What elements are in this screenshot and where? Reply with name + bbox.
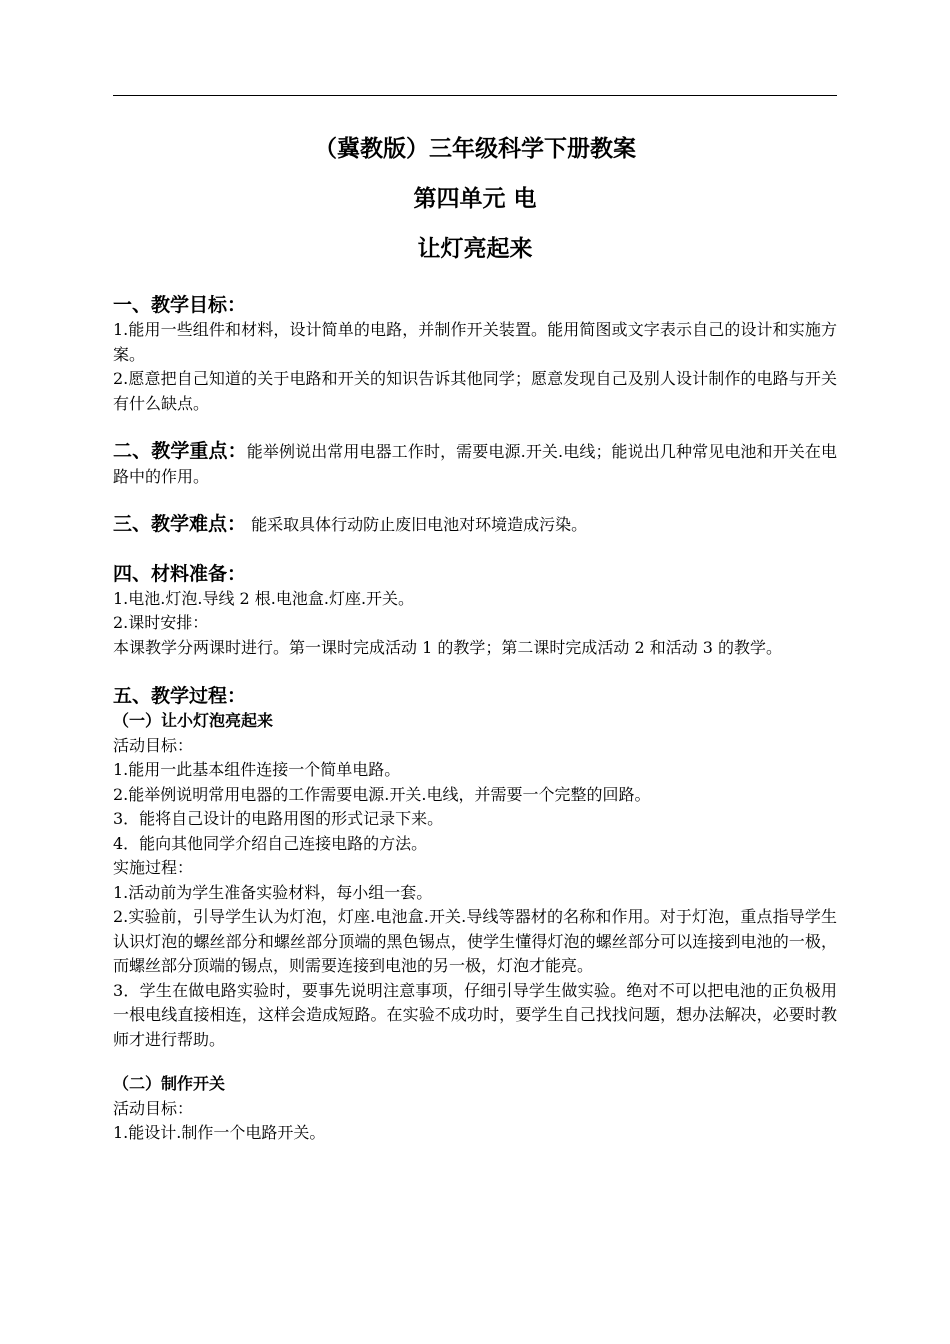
section-heading-materials: 四、材料准备： (113, 562, 247, 585)
section-heading-objectives: 一、教学目标： (113, 294, 247, 316)
procedure-step: 3．学生在做电路实验时，要事先说明注意事项，仔细引导学生做实验。绝对不可以把电池的正负极用一根电线直接相连，这样会造成短路。在实验不成功时，要学生自己找找问题，想办法解决，必要时教师才进行帮助。 (113, 980, 837, 1049)
activity-title: （二）制作开关 (113, 1074, 226, 1093)
activity-goal: 2.能举例说明常用电器的工作需要电源.开关.电线，并需要一个完整的回路。 (113, 784, 651, 804)
difficulty-paragraph (113, 512, 837, 538)
key-points-paragraph (113, 439, 837, 489)
objective-paragraph: 1.能用一些组件和材料，设计简单的电路，并制作开关装置。能用简图或文字表示自己的设计和实施方案。 (113, 320, 837, 364)
activity-goal: 1.能设计.制作一个电路开关。 (113, 1123, 326, 1142)
activity-goal: 1.能用一此基本组件连接一个简单电路。 (113, 760, 401, 779)
materials-paragraph: 2.课时安排： (113, 613, 209, 632)
activity-goal: 3．能将自己设计的电路用图的形式记录下来。 (113, 809, 444, 828)
activity-goals-label: 活动目标： (113, 735, 194, 755)
document-title: （冀教版）三年级科学下册教案 (314, 136, 636, 162)
lesson-title: 让灯亮起来 (417, 236, 533, 262)
materials-paragraph: 本课教学分两课时进行。第一课时完成活动 1 的教学；第二课时完成活动 2 和活动 3 的教学。 (113, 637, 783, 657)
procedure-step: 2.实验前，引导学生认为灯泡，灯座.电池盒.开关.导线等器材的名称和作用。对于灯泡，重点指导学生认识灯泡的螺丝部分和螺丝部分顶端的黑色锡点，使学生懂得灯泡的螺丝部分可以连接到电池的一极，而螺丝部分顶端的锡点，则需要连接到电池的另一极，灯泡才能亮。 (113, 907, 837, 975)
section-heading-key-points: 二、教学重点： (113, 440, 247, 462)
activity-goals-label: 活动目标： (113, 1098, 194, 1118)
materials-paragraph: 1.电池.灯泡.导线 2 根.电池盒.灯座.开关。 (113, 588, 415, 608)
activity-title: （一）让小灯泡亮起来 (113, 711, 274, 730)
procedure-step: 1.活动前为学生准备实验材料，每小组一套。 (113, 882, 433, 902)
document-body (113, 130, 837, 1146)
procedure-label: 实施过程： (113, 858, 194, 877)
section-heading-process: 五、教学过程： (113, 685, 247, 707)
header-rule (113, 95, 837, 96)
key-points-text: 能举例说出常用电器工作时，需要电源.开关.电线；能说出几种常见电池和开关在电路中的作用。 (113, 442, 837, 486)
difficulty-text: 能采取具体行动防止废旧电池对环境造成污染。 (246, 515, 588, 534)
activity-goal: 4．能向其他同学介绍自己连接电路的方法。 (113, 833, 428, 853)
section-heading-difficulty: 三、教学难点： (113, 513, 247, 535)
unit-title: 第四单元 电 (413, 186, 537, 212)
objective-paragraph: 2.愿意把自己知道的关于电路和开关的知识告诉其他同学；愿意发现自己及别人设计制作的电路与开关有什么缺点。 (113, 369, 837, 413)
